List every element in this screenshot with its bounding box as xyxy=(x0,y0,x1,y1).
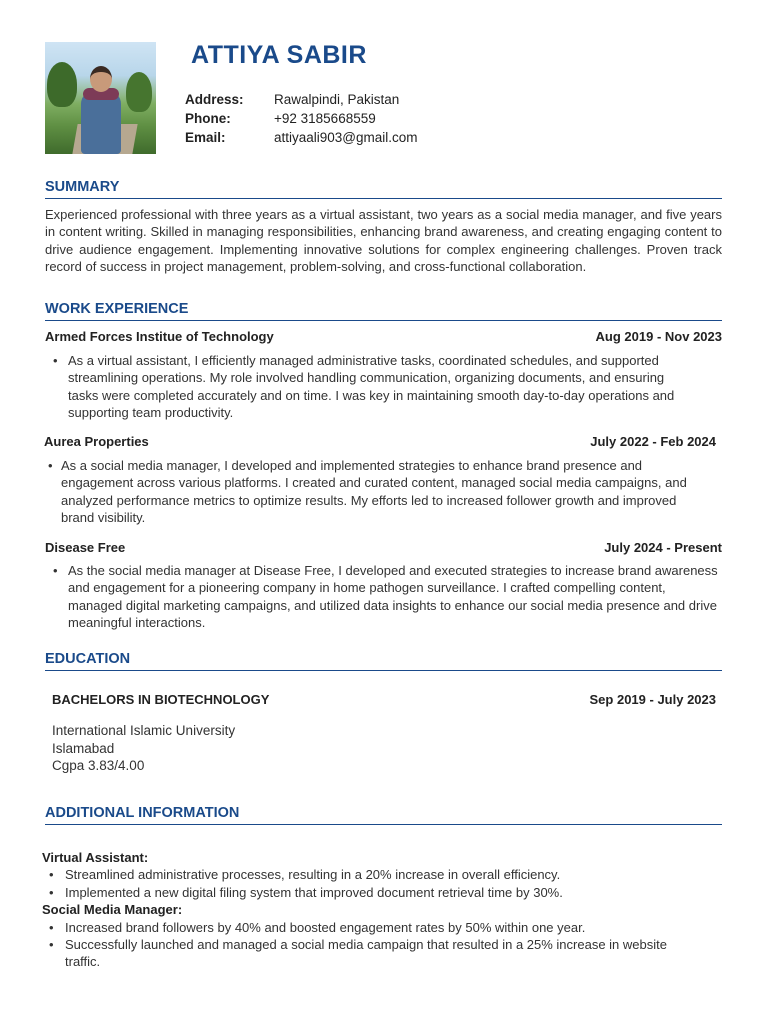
job-description xyxy=(45,352,695,421)
job-description xyxy=(45,457,695,526)
group-heading: Virtual Assistant: xyxy=(42,850,149,865)
education-line: Islamabad xyxy=(52,740,115,756)
job-dates: July 2022 - Feb 2024 xyxy=(590,434,716,449)
list-item: • Streamlined administrative processes, resulting in a 20% increase in overall efficiency. xyxy=(42,866,732,883)
education-header xyxy=(52,692,716,707)
job-header xyxy=(44,434,716,449)
work-experience-heading: WORK EXPERIENCE xyxy=(45,301,722,321)
contact-label: Phone: xyxy=(185,111,231,126)
list-item: • Increased brand followers by 40% and boosted engagement rates by 50% within one year. xyxy=(42,919,682,936)
contact-email xyxy=(185,128,418,147)
education-details xyxy=(52,722,235,775)
job-company: Armed Forces Institue of Technology xyxy=(45,329,274,344)
list-item: • Implemented a new digital filing system that improved document retrieval time by 30%. xyxy=(42,884,732,901)
job-dates: July 2024 - Present xyxy=(604,540,722,555)
education-dates: Sep 2019 - July 2023 xyxy=(589,692,716,707)
summary-heading: SUMMARY xyxy=(45,179,722,199)
contact-label: Email: xyxy=(185,130,226,145)
education-heading: EDUCATION xyxy=(45,651,722,671)
list-item: • Successfully launched and managed a social media campaign that resulted in a 25% increase in website traffic. xyxy=(42,936,682,971)
job-header xyxy=(45,329,722,344)
contact-value: +92 3185668559 xyxy=(274,111,376,126)
group-heading: Social Media Manager: xyxy=(42,902,183,918)
list-item: • As a virtual assistant, I efficiently managed administrative tasks, coordinated schedules, and supported streamlining operations. My role involved handling communication, organizing documents, and ensuring tasks were completed accurately and on time. I was key in maintaining smooth day-to-day operations and supporting team productivity. xyxy=(45,352,695,421)
candidate-name: ATTIYA SABIR xyxy=(191,41,367,69)
job-dates: Aug 2019 - Nov 2023 xyxy=(595,329,722,344)
list-item: • As the social media manager at Disease Free, I developed and executed strategies to increase brand awareness and engagement for a pioneering company in home pathogen surveillance. I crafted compelling content, managed digital marketing campaigns, and utilized data insights to enhance our social media presence and drive meaningful interactions. xyxy=(45,562,720,631)
degree-title: BACHELORS IN BIOTECHNOLOGY xyxy=(52,692,270,707)
job-company: Aurea Properties xyxy=(44,434,149,449)
job-company: Disease Free xyxy=(45,540,126,555)
contact-address xyxy=(185,90,418,109)
summary-text: Experienced professional with three years as a virtual assistant, two years as a social media manager, and five years in content writing. Skilled in managing responsibilities, enhancing brand awareness, and creating engaging content to drive audience engagement. Implementing innovative solutions for complex engineering challenges. Proven track record of success in project management, problem-solving, and cross-functional collaboration. xyxy=(45,207,722,275)
additional-info-heading: ADDITIONAL INFORMATION xyxy=(45,805,722,825)
job-description xyxy=(45,562,720,631)
education-line: International Islamic University xyxy=(52,723,236,738)
contact-value: Rawalpindi, Pakistan xyxy=(274,92,400,107)
list-item: • As a social media manager, I developed and implemented strategies to enhance brand presence and engagement across various platforms. I created and curated content, managed social media campaigns, and analyzed performance metrics to optimize results. My efforts led to increased follower growth and improved brand visibility. xyxy=(45,457,695,526)
education-line: Cgpa 3.83/4.00 xyxy=(52,758,145,773)
contact-phone xyxy=(185,109,418,128)
profile-photo xyxy=(45,42,156,154)
contact-label: Address: xyxy=(185,92,244,107)
contact-info xyxy=(185,90,418,147)
job-header xyxy=(45,540,722,555)
additional-info-body xyxy=(42,849,732,971)
contact-value: attiyaali903@gmail.com xyxy=(274,130,418,145)
